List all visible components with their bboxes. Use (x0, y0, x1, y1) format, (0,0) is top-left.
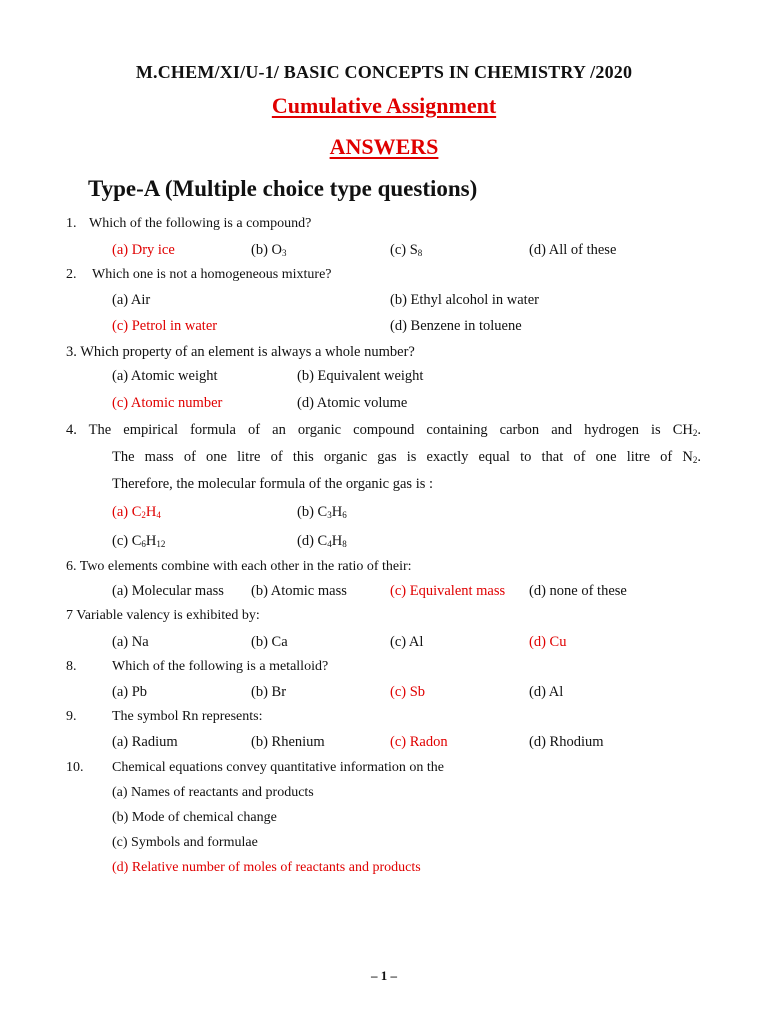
q7-option-c: (c) Al (390, 634, 424, 650)
page-number: – 1 – (371, 968, 397, 983)
q6-option-b: (b) Atomic mass (251, 583, 347, 599)
q3-option-d: (d) Atomic volume (297, 395, 408, 411)
q1-option-d: (d) All of these (529, 242, 617, 258)
q9-option-d: (d) Rhodium (529, 734, 604, 750)
q9-option-a: (a) Radium (112, 734, 178, 750)
q3-option-b: (b) Equivalent weight (297, 368, 424, 384)
q7-option-d: (d) Cu (529, 634, 567, 650)
q2-option-c: (c) Petrol in water (112, 318, 218, 334)
q6-option-a: (a) Molecular mass (112, 583, 224, 599)
q4-line-1: 4. The empirical formula of an organic compound containing carbon and hydrogen is $CH_2$. (66, 422, 701, 438)
q2-option-b: (b) Ethyl alcohol in water (390, 292, 539, 308)
q8-option-d: (d) Al (529, 684, 564, 700)
q1-text: Which of the following is a compound? (89, 216, 312, 231)
q4-option-b: (b) $C_3H_6$ (297, 504, 347, 520)
q4-option-a: (a) $C_2H_4$ (112, 504, 161, 520)
section-heading: Type-A (Multiple choice type questions) (88, 176, 478, 201)
q8-number: 8. (66, 659, 77, 674)
answers-heading: ANSWERS (329, 134, 439, 159)
q7-option-a: (a) Na (112, 634, 149, 650)
q1-option-c: (c) $S_8$ (390, 242, 423, 258)
q9-option-c: (c) Radon (390, 734, 448, 750)
q10-number: 10. (66, 760, 84, 775)
page-header: M.CHEM/XI/U-1/ BASIC CONCEPTS IN CHEMISTRY /2020 (135, 62, 633, 82)
q2-option-d: (d) Benzene in toluene (390, 318, 522, 334)
q2-number: 2. (66, 267, 77, 282)
q10-option-a: (a) Names of reactants and products (112, 785, 314, 800)
q4-option-d: (d) $C_4H_8$ (297, 533, 347, 549)
q8-text: Which of the following is a metalloid? (112, 659, 329, 674)
q9-number: 9. (66, 709, 77, 724)
q4-line-3: Therefore, the molecular formula of the organic gas is : (112, 476, 434, 492)
q1-number: 1. (66, 216, 77, 231)
q7-option-b: (b) Ca (251, 634, 288, 650)
q9-option-b: (b) Rhenium (251, 734, 325, 750)
q1-option-b: (b) $O_3$ (251, 242, 287, 258)
q6-option-d: (d) none of these (529, 583, 627, 599)
q10-option-d: (d) Relative number of moles of reactants and products (112, 860, 421, 875)
assignment-title: Cumulative Assignment (271, 93, 497, 118)
q6-option-c: (c) Equivalent mass (390, 583, 506, 599)
q10-option-c: (c) Symbols and formulae (112, 835, 258, 850)
q8-option-c: (c) Sb (390, 684, 426, 700)
q3-option-a: (a) Atomic weight (112, 368, 218, 384)
q3-option-c: (c) Atomic number (112, 395, 223, 411)
q1-option-a: (a) Dry ice (112, 242, 175, 258)
q7-text: 7 Variable valency is exhibited by: (66, 608, 260, 623)
q10-option-b: (b) Mode of chemical change (112, 810, 277, 825)
q8-option-b: (b) Br (251, 684, 287, 700)
q9-text: The symbol Rn represents: (112, 709, 263, 724)
q4-option-c: (c) $C_6H_{12}$ (112, 533, 166, 549)
q4-line-2: The mass of one litre of this organic gas is exactly equal to that of one litre of $N_2$. (112, 449, 701, 465)
q2-text: Which one is not a homogeneous mixture? (92, 267, 332, 282)
q6-text: 6. Two elements combine with each other in the ratio of their: (66, 559, 412, 574)
q10-text: Chemical equations convey quantitative information on the (112, 760, 445, 775)
q2-option-a: (a) Air (112, 292, 151, 308)
q8-option-a: (a) Pb (112, 684, 148, 700)
q3-text: 3. Which property of an element is always a whole number? (66, 344, 415, 360)
